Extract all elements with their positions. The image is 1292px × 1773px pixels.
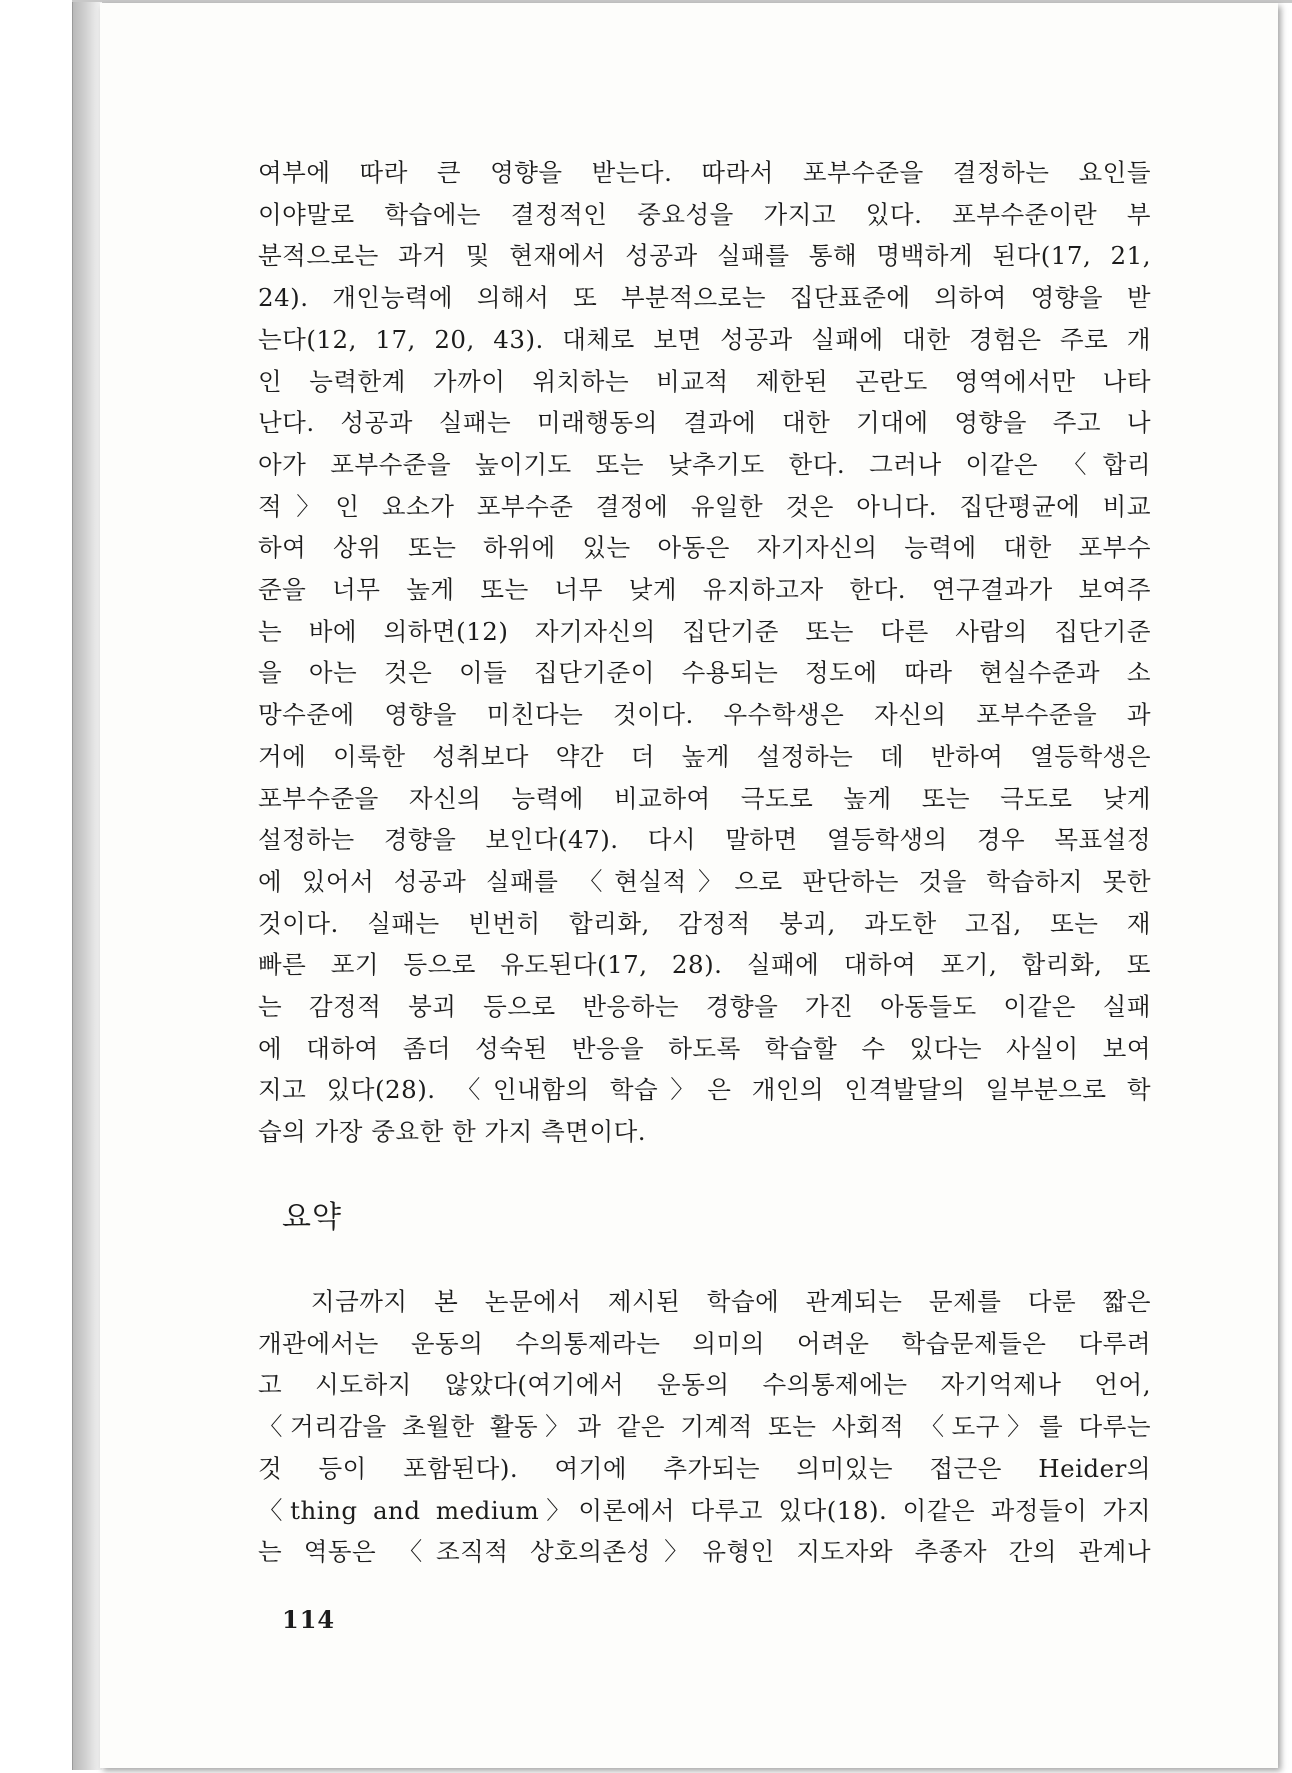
summary-line: 고 시도하지 않았다(여기에서 운동의 수의통제에는 자기억제나 언어, — [258, 1370, 1151, 1400]
summary-line: 는 역동은 〈조직적 상호의존성〉유형인 지도자와 추종자 간의 관계나 — [258, 1537, 1151, 1567]
summary-line: 〈거리감을 초월한 활동〉과 같은 기계적 또는 사회적 〈도구〉를 다루는 — [258, 1412, 1151, 1442]
body-line: 는다(12, 17, 20, 43). 대체로 보면 성공과 실패에 대한 경험은 주로 개 — [258, 324, 1151, 354]
summary-line: 〈thing and medium〉이론에서 다루고 있다(18). 이같은 과정들이 가지 — [258, 1495, 1151, 1525]
body-line: 거에 이룩한 성취보다 약간 더 높게 설정하는 데 반하여 열등학생은 — [258, 741, 1151, 771]
body-line: 하여 상위 또는 하위에 있는 아동은 자기자신의 능력에 대한 포부수 — [258, 533, 1151, 563]
body-line: 설정하는 경향을 보인다(47). 다시 말하면 열등학생의 경우 목표설정 — [258, 825, 1151, 855]
page-number: 114 — [282, 1605, 336, 1634]
body-line: 을 아는 것은 이들 집단기준이 수용되는 정도에 따라 현실수준과 소 — [258, 658, 1151, 688]
body-line: 준을 너무 높게 또는 너무 낮게 유지하고자 한다. 연구결과가 보여주 — [258, 575, 1151, 605]
body-line: 이야말로 학습에는 결정적인 중요성을 가지고 있다. 포부수준이란 부 — [258, 199, 1151, 229]
body-line: 적〉인 요소가 포부수준 결정에 유일한 것은 아니다. 집단평균에 비교 — [258, 491, 1151, 521]
body-line: 인 능력한계 가까이 위치하는 비교적 제한된 곤란도 영역에서만 나타 — [258, 366, 1151, 396]
summary-text — [258, 1281, 1151, 1573]
body-line: 포부수준을 자신의 능력에 비교하여 극도로 높게 또는 극도로 낮게 — [258, 783, 1151, 813]
body-line: 것이다. 실패는 빈번히 합리화, 감정적 붕괴, 과도한 고집, 또는 재 — [258, 908, 1151, 938]
body-line: 지고 있다(28). 〈인내함의 학습〉은 개인의 인격발달의 일부분으로 학 — [258, 1075, 1151, 1105]
body-line: 는 바에 의하면(12) 자기자신의 집단기준 또는 다른 사람의 집단기준 — [258, 616, 1151, 646]
body-line: 는 감정적 붕괴 등으로 반응하는 경향을 가진 아동들도 이같은 실패 — [258, 992, 1151, 1022]
body-line: 난다. 성공과 실패는 미래행동의 결과에 대한 기대에 영향을 주고 나 — [258, 408, 1151, 438]
body-line: 아가 포부수준을 높이기도 또는 낮추기도 한다. 그러나 이같은 〈합리 — [258, 449, 1151, 479]
summary-line: 지금까지 본 논문에서 제시된 학습에 관계되는 문제를 다룬 짧은 — [258, 1287, 1151, 1316]
summary-line: 개관에서는 운동의 수의통제라는 의미의 어려운 학습문제들은 다루려 — [258, 1328, 1151, 1358]
section-heading: 요약 — [282, 1200, 342, 1235]
body-line: 망수준에 영향을 미친다는 것이다. 우수학생은 자신의 포부수준을 과 — [258, 700, 1151, 730]
body-line: 여부에 따라 큰 영향을 받는다. 따라서 포부수준을 결정하는 요인들 — [258, 158, 1151, 187]
body-line: 습의 가장 중요한 한 가지 측면이다. — [258, 1117, 647, 1147]
body-line: 에 있어서 성공과 실패를 〈현실적〉으로 판단하는 것을 학습하지 못한 — [258, 866, 1151, 896]
body-line: 24). 개인능력에 의해서 또 부분적으로는 집단표준에 의하여 영향을 받 — [258, 283, 1151, 313]
summary-line: 것 등이 포함된다). 여기에 추가되는 의미있는 접근은 Heider의 — [258, 1453, 1151, 1483]
body-line: 에 대하여 좀더 성숙된 반응을 하도록 학습할 수 있다는 사실이 보여 — [258, 1033, 1151, 1063]
book-spine-edge — [72, 2, 102, 1770]
body-text — [258, 152, 1151, 1153]
body-line: 분적으로는 과거 및 현재에서 성공과 실패를 통해 명백하게 된다(17, 21, — [258, 241, 1151, 271]
body-line: 빠른 포기 등으로 유도된다(17, 28). 실패에 대하여 포기, 합리화, 또 — [258, 950, 1151, 980]
